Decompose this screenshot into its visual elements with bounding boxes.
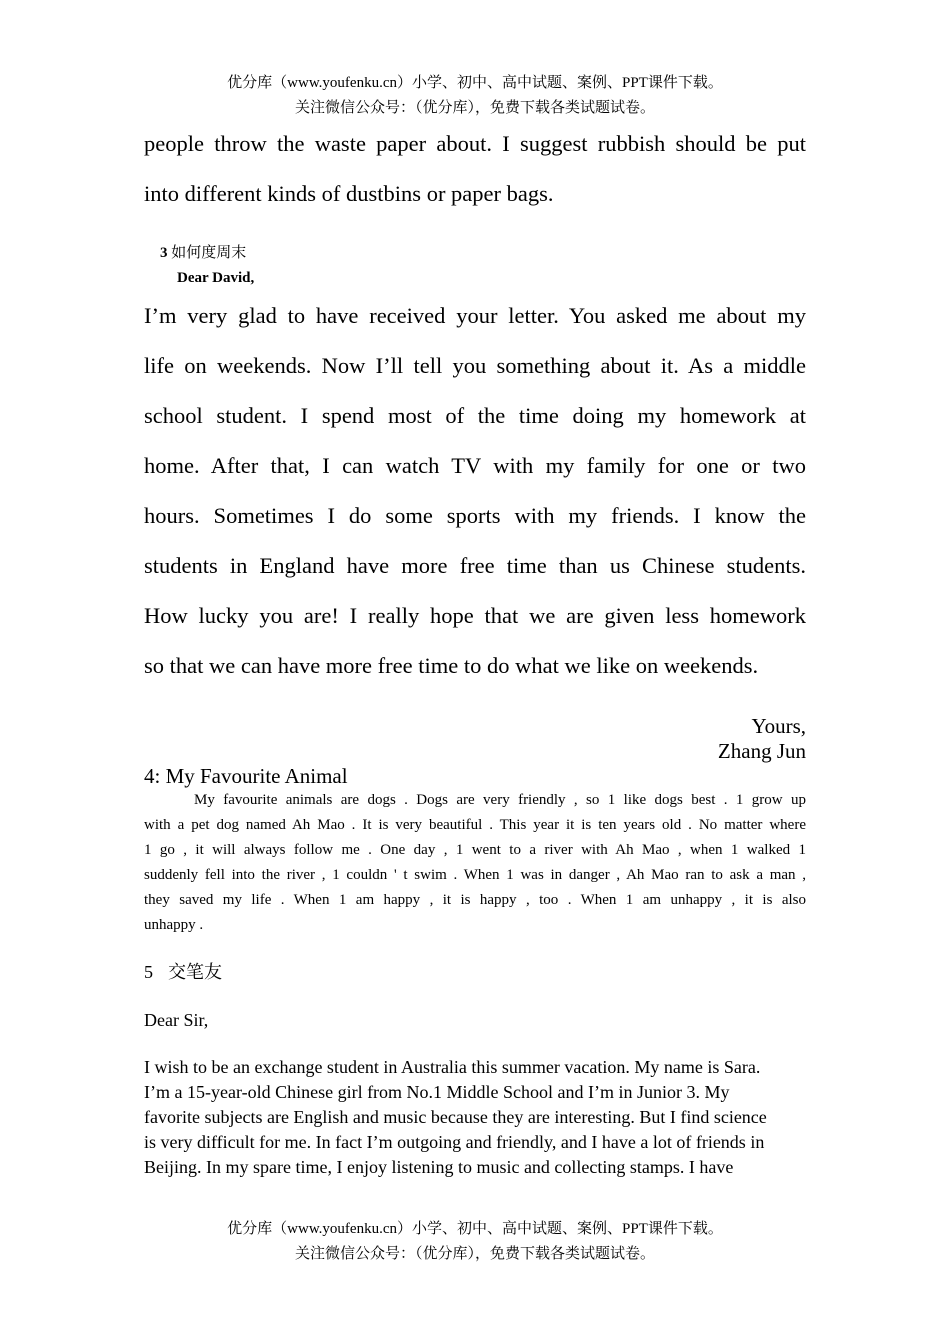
text-line: unhappy . <box>144 917 204 933</box>
text-line: people throw the waste paper about. I suggest rubbish should be put <box>144 131 806 156</box>
section3-title: 如何度周末 <box>171 245 247 261</box>
text-line: Beijing. In my spare time, I enjoy listening to music and collecting stamps. I have <box>144 1157 734 1177</box>
text-line: students in England have more free time than us Chinese students. <box>144 553 806 578</box>
page-footer <box>0 1217 950 1267</box>
section3-heading <box>160 240 246 266</box>
text-line: with a pet dog named Ah Mao . It is very beautiful . This year it is ten years old . No matter where <box>144 817 806 833</box>
section3-greeting: Dear David, <box>177 270 255 286</box>
section2-tail-paragraph <box>144 119 806 219</box>
text-line: My favourite animals are dogs . Dogs are very friendly , so 1 like dogs best . 1 grow up <box>194 792 806 808</box>
page-header <box>0 71 950 121</box>
text-line: home. After that, I can watch TV with my family for one or two <box>144 453 806 478</box>
footer-line-2: 关注微信公众号：（优分库），免费下载各类试题试卷。 <box>294 1246 655 1262</box>
text-line: into different kinds of dustbins or paper bags. <box>144 181 554 206</box>
text-line: hours. Sometimes I do some sports with my friends. I know the <box>144 503 806 528</box>
section5-number: 5 <box>144 962 153 982</box>
text-line: is very difficult for me. In fact I’m outgoing and friendly, and I have a lot of friends in <box>144 1132 765 1152</box>
section3-letter-body <box>144 291 806 691</box>
text-line: favorite subjects are English and music because they are interesting. But I find science <box>144 1107 767 1127</box>
text-line: suddenly fell into the river , 1 couldn ' t swim . When 1 was in danger , Ah Mao ran to ask a man , <box>144 867 806 883</box>
text-line: 1 go , it will always follow me . One day , 1 went to a river with Ah Mao , when 1 walked 1 <box>144 842 806 858</box>
footer-line-1: 优分库（www.youfenku.cn）小学、初中、高中试题、案例、PPT课件下载。 <box>227 1221 723 1237</box>
letter-signature: Zhang Jun <box>717 739 806 763</box>
header-line-1: 优分库（www.youfenku.cn）小学、初中、高中试题、案例、PPT课件下载。 <box>227 75 723 91</box>
section5-letter-body <box>144 1055 806 1180</box>
section5-heading <box>144 960 222 985</box>
text-line: they saved my life . When 1 am happy , it is happy , too . When 1 am unhappy , it is also <box>144 892 806 908</box>
section5-title: 交笔友 <box>168 962 222 982</box>
text-line: life on weekends. Now I’ll tell you something about it. As a middle <box>144 353 806 378</box>
section5-greeting: Dear Sir, <box>144 1010 209 1030</box>
section4-heading: 4: My Favourite Animal <box>144 764 348 788</box>
section3-number: 3 <box>160 245 168 261</box>
letter-closing: Yours, <box>751 714 806 738</box>
text-line: I wish to be an exchange student in Australia this summer vacation. My name is Sara. <box>144 1057 761 1077</box>
section4-paragraph <box>144 788 806 938</box>
text-line: How lucky you are! I really hope that we are given less homework <box>144 603 806 628</box>
text-line: I’m very glad to have received your letter. You asked me about my <box>144 303 806 328</box>
text-line: so that we can have more free time to do what we like on weekends. <box>144 653 759 678</box>
text-line: I’m a 15-year-old Chinese girl from No.1 Middle School and I’m in Junior 3. My <box>144 1082 730 1102</box>
header-line-2: 关注微信公众号：（优分库），免费下载各类试题试卷。 <box>294 100 655 116</box>
text-line: school student. I spend most of the time doing my homework at <box>144 403 806 428</box>
